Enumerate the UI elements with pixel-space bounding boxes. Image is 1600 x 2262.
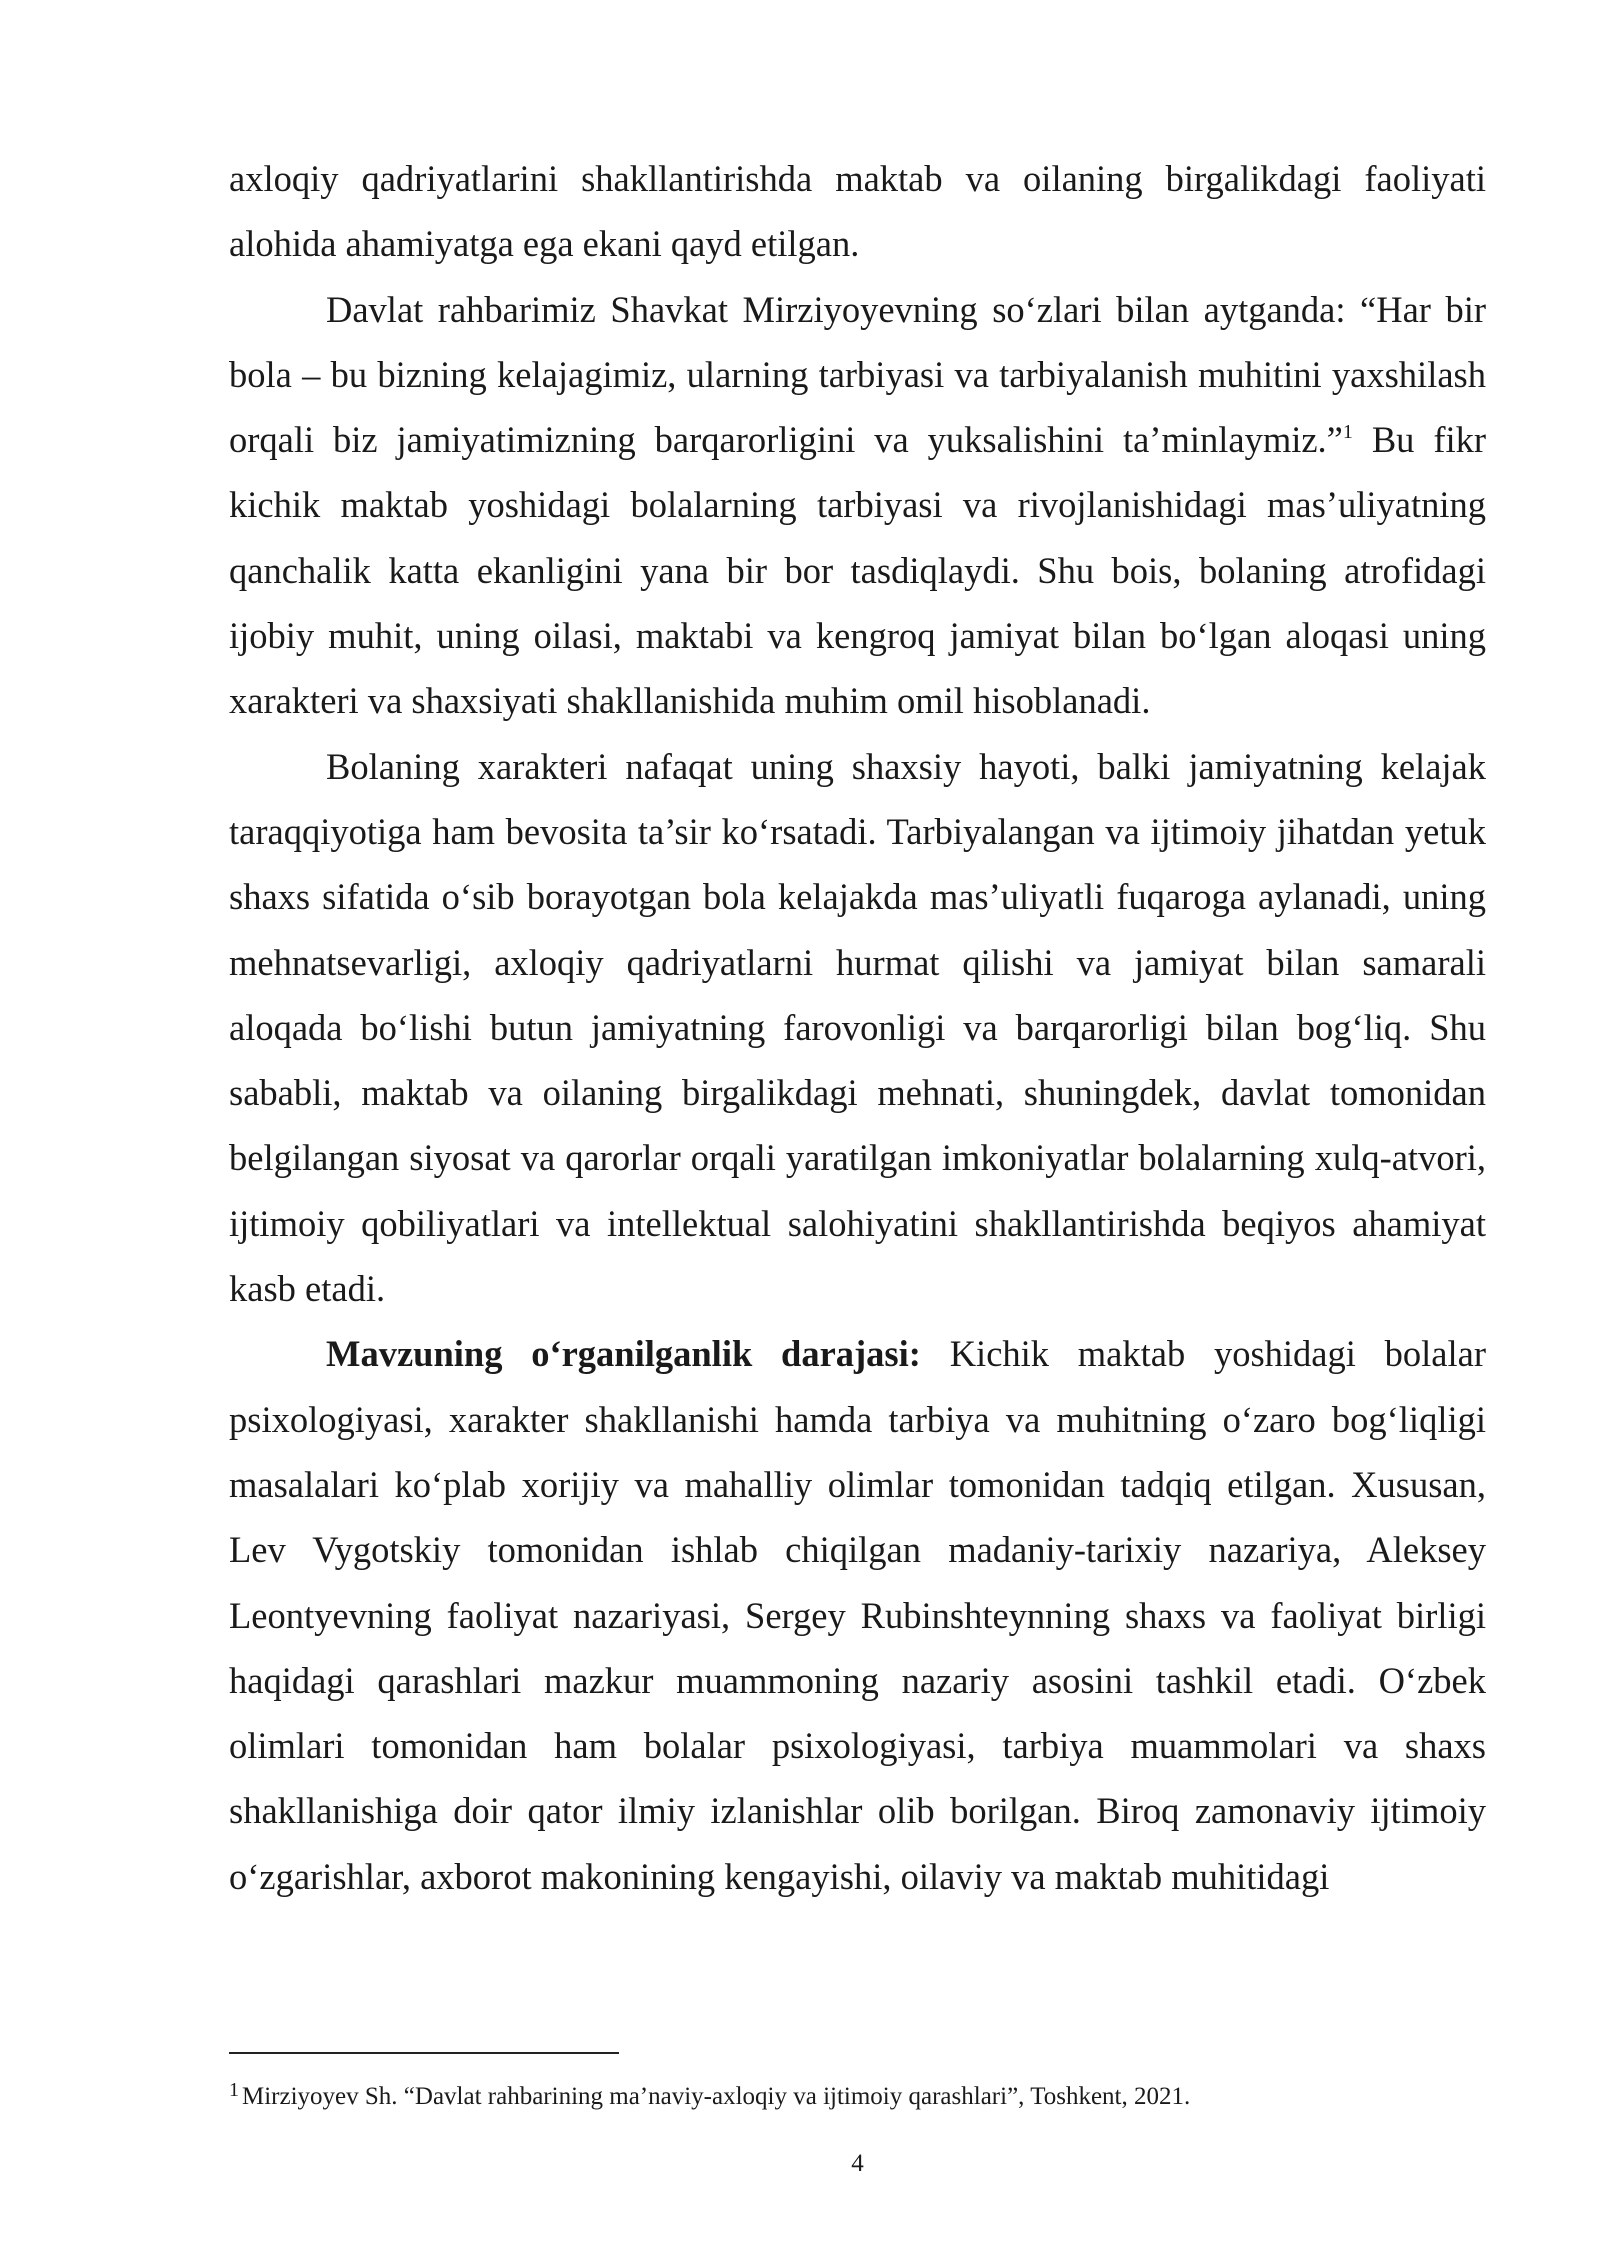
footnote-text: Mirziyoyev Sh. “Davlat rahbarining ma’naviy-axloqiy va ijtimoiy qarashlari”, Toshkent, 2021. — [242, 2083, 1191, 2110]
research-level-heading: Mavzuning o‘rganilganlik darajasi: — [326, 1333, 921, 1375]
footnote-reference[interactable]: 1 — [1342, 421, 1353, 444]
footnote-number: 1 — [229, 2079, 239, 2101]
paragraph-4-text: Kichik maktab yoshidagi bolalar psixologiyasi, xarakter shakllanishi hamda tarbiya va muhitning o‘zaro bog‘liqligi masalalari ko‘plab xorijiy va mahalliy olimlar tomonidan tadqiq etilgan. Xususan, Lev Vygotskiy tomonidan ishlab chiqilgan madaniy-tarixiy nazariya, Aleksey Leontyevning faoliyat nazariyasi, Sergey Rubinshteynning shaxs va faoliyat birligi haqidagi qarashlari mazkur muammoning nazariy asosini tashkil etadi. O‘zbek olimlari tomonidan ham bolalar psixologiyasi, tarbiya muammolari va shaxs shakllanishiga doir qator ilmiy izlanishlar olib borilgan. Biroq zamonaviy ijtimoiy o‘zgarishlar, axborot makonining kengayishi, oilaviy va maktab muhitidagi — [229, 1333, 1486, 1897]
body-text — [229, 146, 1486, 1909]
footnote-separator — [229, 2052, 619, 2054]
quote-text: Davlat rahbarimiz Shavkat Mirziyoyevning so‘zlari bilan aytganda: “Har bir bola – bu bizning kelajagimiz, ularning tarbiyasi va tarbiyalanish muhitini yaxshilash orqali biz jamiyatimizning barqarorligini va yuksalishini ta’minlaymiz.” — [229, 288, 1486, 461]
paragraph-1-text: axloqiy qadriyatlarini shakllantirishda maktab va oilaning birgalikdagi faoliyati alohida ahamiyatga ega ekani qayd etilgan. — [229, 158, 1486, 265]
paragraph-president-quote — [229, 277, 1486, 734]
page-number: 4 — [851, 2150, 864, 2177]
footnote — [229, 2080, 1486, 2114]
paragraph-character-society — [229, 734, 1486, 1322]
quote-commentary: Bu fikr kichik maktab yoshidagi bolalarning tarbiyasi va rivojlanishidagi mas’uliyatning qanchalik katta ekanligini yana bir bor tasdiqlaydi. Shu bois, bolaning atrofidagi ijobiy muhit, uning oilasi, maktabi va kengroq jamiyat bilan bo‘lgan aloqasi uning xarakteri va shaxsiyati shakllanishida muhim omil hisoblanadi. — [229, 419, 1487, 722]
paragraph-research-level — [229, 1321, 1486, 1909]
paragraph-3-text: Bolaning xarakteri nafaqat uning shaxsiy hayoti, balki jamiyatning kelajak taraqqiyotiga ham bevosita ta’sir ko‘rsatadi. Tarbiyalangan va ijtimoiy jihatdan yetuk shaxs sifatida o‘sib borayotgan bola kelajakda mas’uliyatli fuqaroga aylanadi, uning mehnatsevarligi, axloqiy qadriyatlarni hurmat qilishi va jamiyat bilan samarali aloqada bo‘lishi butun jamiyatning farovonligi va barqarorligi bilan bog‘liq. Shu sababli, maktab va oilaning birgalikdagi mehnati, shuningdek, davlat tomonidan belgilangan siyosat va qarorlar orqali yaratilgan imkoniyatlar bolalarning xulq-atvori, ijtimoiy qobiliyatlari va intellektual salohiyatini shakllantirishda beqiyos ahamiyat kasb etadi. — [229, 745, 1486, 1310]
paragraph-continuation — [229, 146, 1486, 277]
